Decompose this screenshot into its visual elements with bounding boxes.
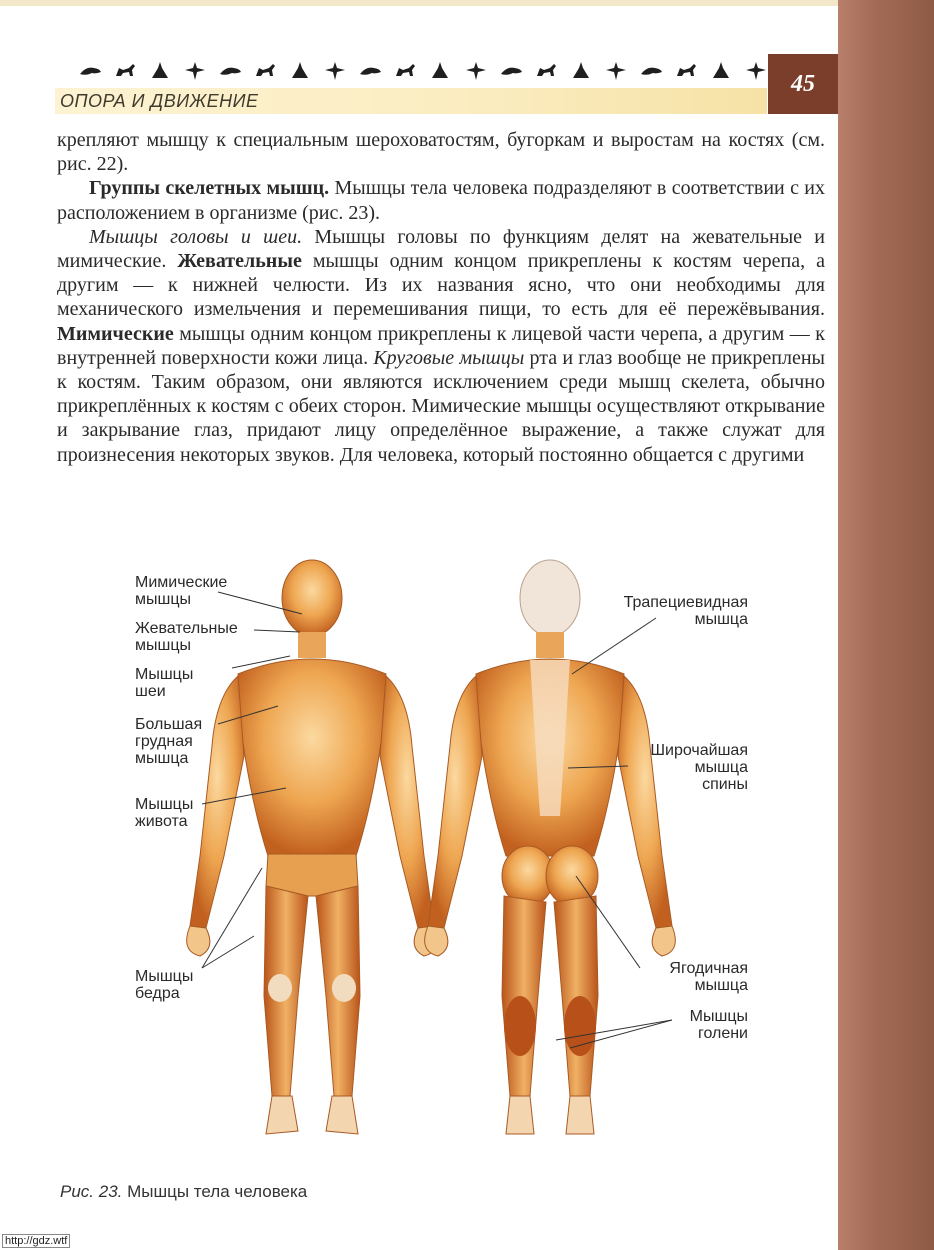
label-abdominal-muscles: Мышцы живота: [135, 796, 194, 830]
top-strip: [0, 0, 838, 6]
scorpion-icon: [393, 60, 417, 82]
caption-text: Мышцы тела человека: [122, 1182, 308, 1201]
bird-icon: [569, 60, 593, 82]
deer-icon: [253, 60, 277, 82]
caption-figure-number: Рис. 23.: [60, 1182, 123, 1201]
back-body-figure: [425, 560, 676, 1134]
decorative-animal-row: [78, 56, 768, 86]
paragraph-3-text-b: мышцы одним концом прикреплены к костям черепа, а другим — к нижней челюсти. Из их названия ясно, что они необходимы для механического измельчения и перемешивания пищи, то есть для её пережёвывания.: [57, 250, 826, 321]
label-mimic-muscles: Мимические мышцы: [135, 574, 228, 608]
paragraph-3-text-d: рта и глаз вообще не прикреплены к костям. Таким образом, они являются исключением среди мышц скелета, обычно прикреплённых к костям с обеих сторон. Мимические мышцы осуществляют открывание и закрывание глаз, придают лицу определённое выражение, а также служат для произнесения некоторых звуков. Для человека, который постоянно общается с другими: [57, 346, 825, 466]
horse-icon: [428, 60, 452, 82]
whale-icon: [78, 60, 102, 82]
bird-icon: [148, 60, 172, 82]
term-circular: Круговые мышцы: [373, 346, 525, 369]
section-title: ОПОРА И ДВИЖЕНИЕ: [60, 91, 259, 111]
paragraph-2: [57, 176, 825, 224]
paragraph-3-text-c: мышцы одним концом прикреплены к лицевой части черепа, а другим — к внутренней поверхности кожи лица.: [57, 322, 825, 369]
book-page-edge: [838, 0, 934, 1250]
label-gluteus: Ягодичная мышца: [669, 960, 748, 994]
deer-icon: [674, 60, 698, 82]
heading-muscle-groups: Группы скелетных мышц.: [89, 177, 330, 200]
label-latissimus: Широчайшая мышца спины: [650, 742, 748, 793]
rabbit-icon: [709, 60, 733, 82]
butterfly-icon: [358, 60, 382, 82]
figure-23: [120, 556, 800, 1176]
rabbit-icon: [288, 60, 312, 82]
label-pectoral-muscle: Большая грудная мышца: [135, 716, 203, 767]
lizard-icon: [218, 60, 242, 82]
label-trapezius: Трапециевидная мышца: [623, 594, 748, 628]
insect-icon: [183, 60, 207, 82]
label-calf-muscles: Мышцы голени: [689, 1008, 748, 1042]
dog-icon: [113, 60, 137, 82]
watermark-link[interactable]: http://gdz.wtf: [2, 1234, 70, 1248]
figure-caption: [60, 1182, 307, 1202]
label-chewing-muscles: Жевательные мышцы: [135, 620, 238, 654]
paragraph-3: [57, 225, 825, 467]
term-mimic: Мимические: [57, 322, 174, 345]
heading-head-neck: Мышцы головы и шеи.: [89, 225, 303, 248]
lizard-icon: [639, 60, 663, 82]
insect-icon: [604, 60, 628, 82]
page-number: 45: [768, 54, 838, 114]
butterfly-icon: [744, 60, 768, 82]
bull-icon: [323, 60, 347, 82]
paragraph-2-text: Мышцы тела человека подразделяют в соответствии с их расположением в организме (рис. 23).: [57, 177, 825, 224]
label-neck-muscles: Мышцы шеи: [135, 666, 194, 700]
term-chewing: Жевательные: [177, 250, 302, 273]
body-text: [57, 128, 825, 467]
paragraph-3-text-a: Мышцы головы по функциям делят на жевательные и мимические.: [57, 225, 826, 273]
dog-icon: [534, 60, 558, 82]
label-thigh-muscles: Мышцы бедра: [135, 968, 194, 1002]
paragraph-1: крепляют мышцу к специальным шероховатостям, бугоркам и выростам на костях (см. рис. 22).: [57, 129, 825, 176]
whale-icon: [499, 60, 523, 82]
bird-icon: [464, 60, 488, 82]
